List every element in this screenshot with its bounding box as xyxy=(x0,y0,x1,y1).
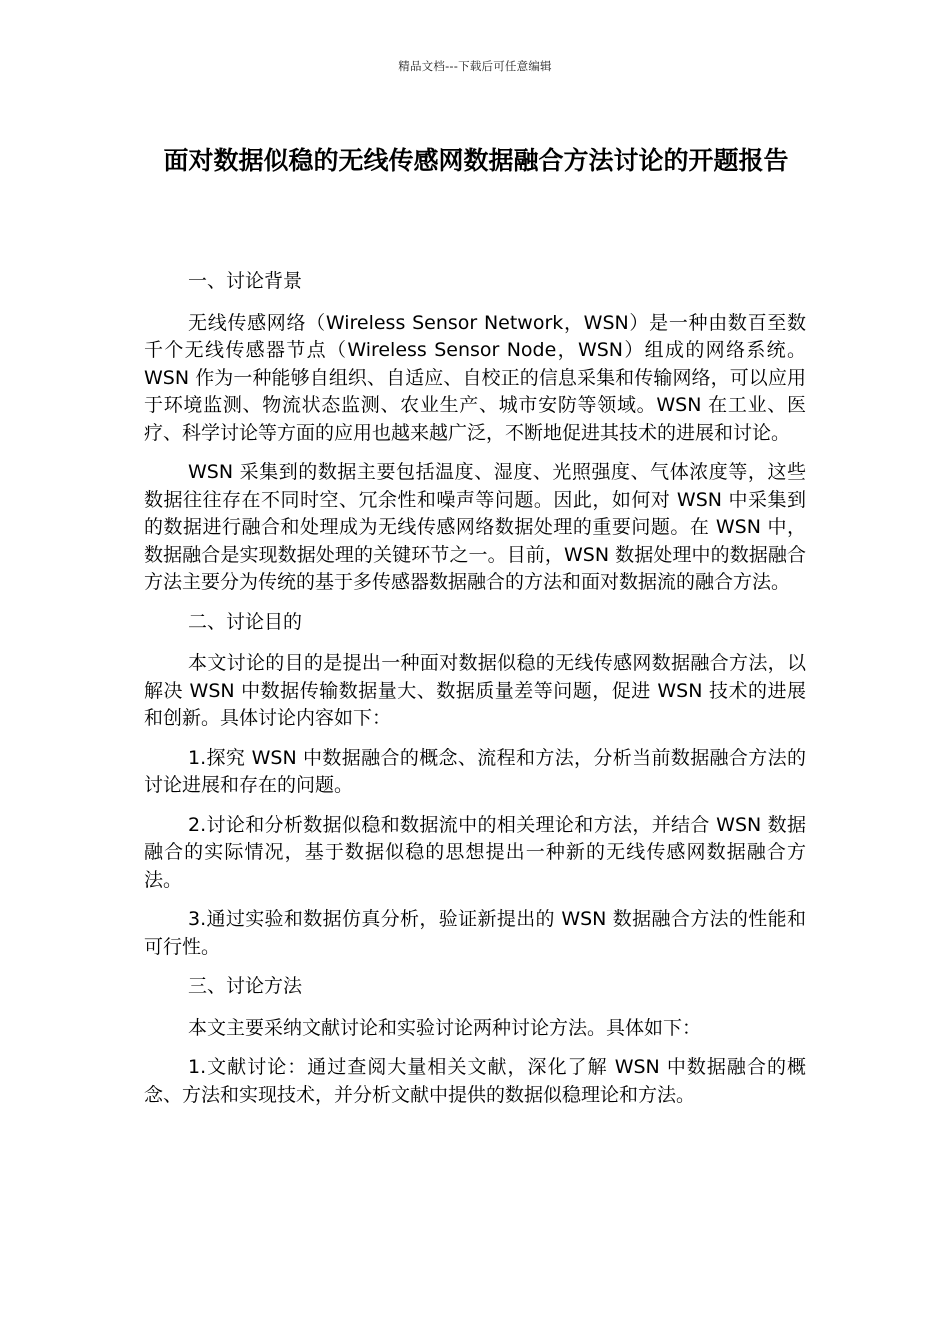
paragraph: 本文讨论的目的是提出一种面对数据似稳的无线传感网数据融合方法，以解决 WSN 中数据传输数据量大、数据质量差等问题，促进 WSN 技术的进展和创新。具体讨论内容如下： xyxy=(144,652,806,729)
section-heading-purpose: 二、讨论目的 xyxy=(188,610,303,633)
paragraph: 3.通过实验和数据仿真分析，验证新提出的 WSN 数据融合方法的性能和可行性。 xyxy=(144,908,806,958)
paragraph: WSN 采集到的数据主要包括温度、湿度、光照强度、气体浓度等，这些数据往往存在不同时空、冗余性和噪声等问题。因此，如何对 WSN 中采集到的数据进行融合和处理成为无线传感网络数据处理的重要问题。在 WSN 中，数据融合是实现数据处理的关键环节之一。目前，WSN 数据处理中的数据融合方法主要分为传统的基于多传感器数据融合的方法和面对数据流的融合方法。 xyxy=(144,461,806,593)
section-heading-background: 一、讨论背景 xyxy=(188,270,303,292)
paragraph: 1.探究 WSN 中数据融合的概念、流程和方法，分析当前数据融合方法的讨论进展和存在的问题。 xyxy=(144,746,806,796)
paragraph: 无线传感网络（Wireless Sensor Network，WSN）是一种由数百至数千个无线传感器节点（Wireless Sensor Node，WSN）组成的网络系统。WSN 作为一种能够自组织、自适应、自校正的信息采集和传输网络，可以应用于环境监测、物流状态监测、农业生产、城市安防等领域。WSN 在工业、医疗、科学讨论等方面的应用也越来越广泛，不断地促进其技术的进展和讨论。 xyxy=(144,311,806,444)
paragraph: 1.文献讨论：通过查阅大量相关文献，深化了解 WSN 中数据融合的概念、方法和实现技术，并分析文献中提供的数据似稳理论和方法。 xyxy=(144,1056,806,1106)
document-body xyxy=(144,268,806,1121)
paragraph: 2.讨论和分析数据似稳和数据流中的相关理论和方法，并结合 WSN 数据融合的实际情况，基于数据似稳的思想提出一种新的无线传感网数据融合方法。 xyxy=(144,813,806,891)
section-heading-method: 三、讨论方法 xyxy=(188,975,303,997)
document-title: 面对数据似稳的无线传感网数据融合方法讨论的开题报告 xyxy=(163,146,789,175)
paragraph: 本文主要采纳文献讨论和实验讨论两种讨论方法。具体如下： xyxy=(188,1016,702,1039)
header-note: 精品文档---下载后可任意编辑 xyxy=(398,59,552,73)
